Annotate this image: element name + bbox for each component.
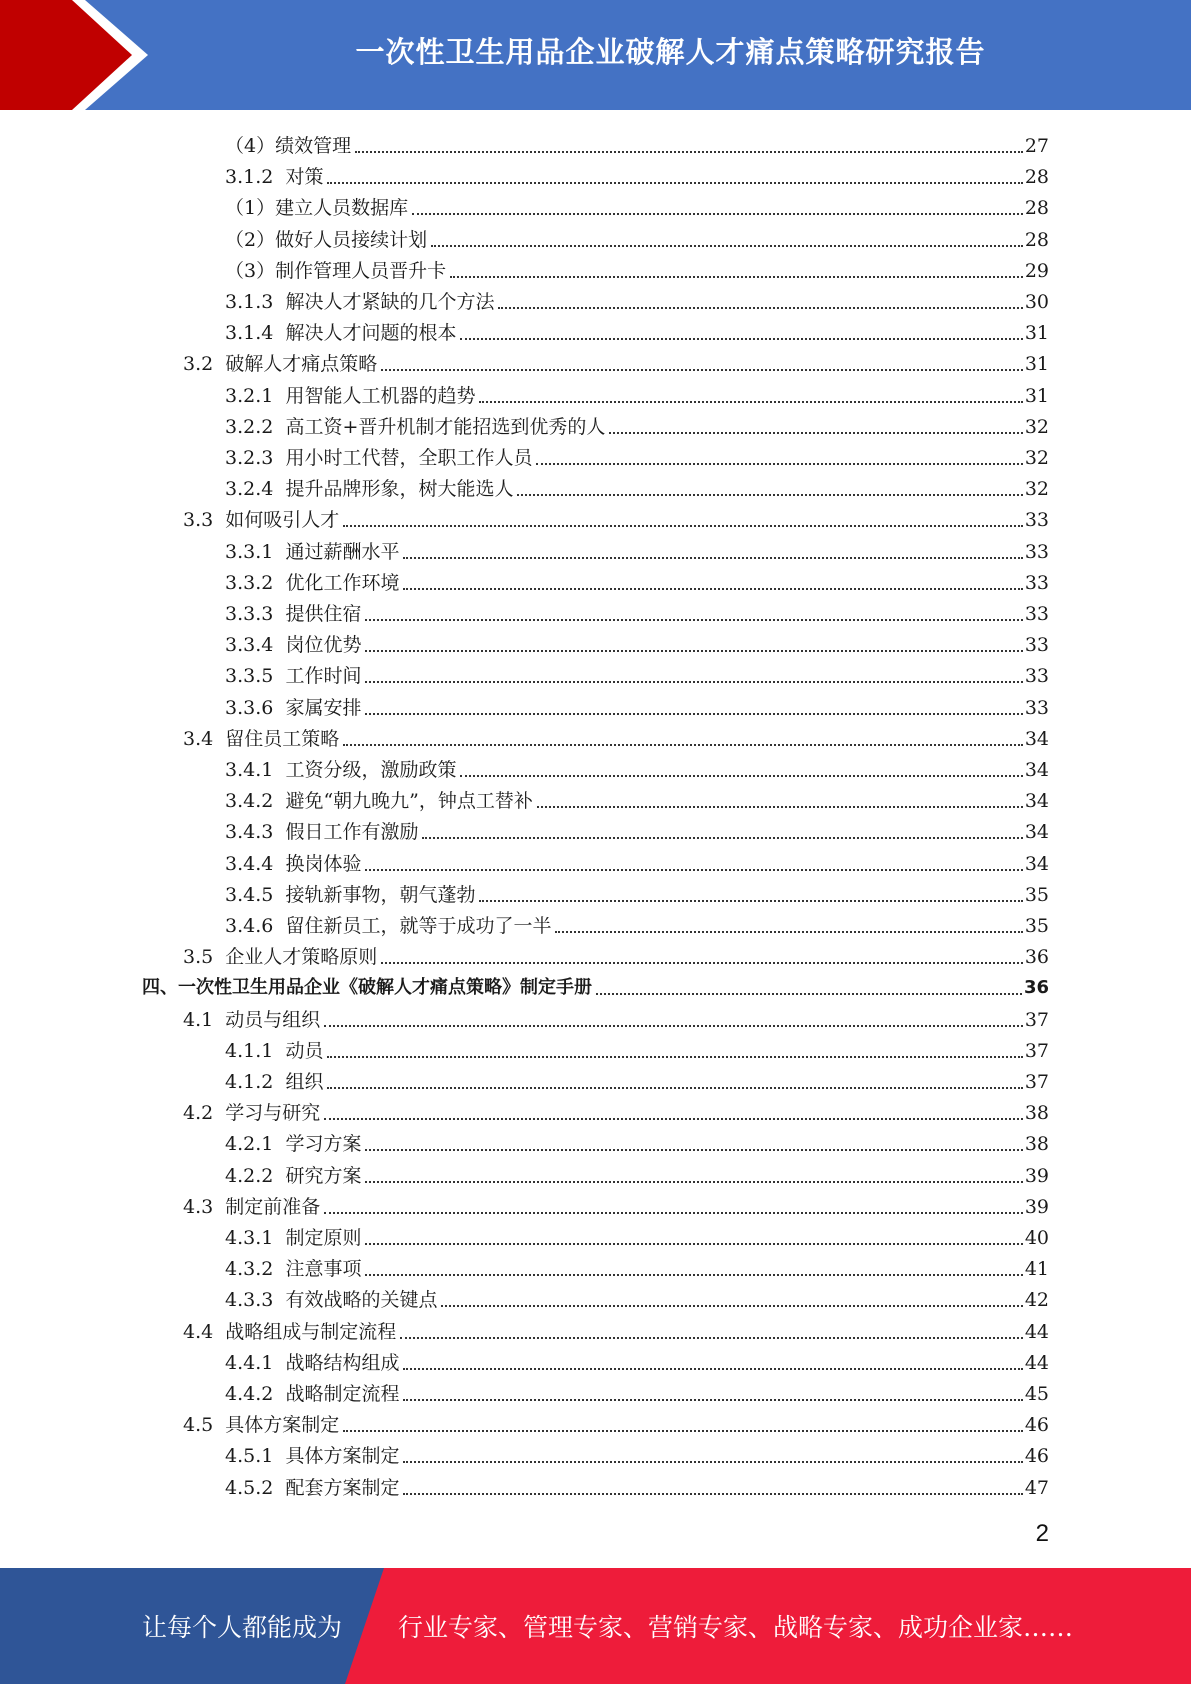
toc-entry-title: 战略组成与制定流程 [225, 1320, 397, 1343]
toc-entry-number: 3.2.4 [225, 478, 286, 501]
toc-entry[interactable] [225, 751, 1049, 782]
toc-dot-leader [431, 245, 1023, 247]
toc-entry-title: 对策 [285, 166, 324, 189]
toc-entry-number: 3.3.6 [225, 696, 286, 719]
toc-entry-title: 如何吸引人才 [225, 509, 340, 532]
toc-dot-leader [365, 1274, 1022, 1276]
toc-entry-number: 3.4.4 [225, 852, 286, 875]
toc-entry-number: 3.4 [183, 727, 226, 750]
toc-entry-title: 用智能人工机器的趋势 [285, 384, 476, 407]
toc-entry-title: 提升品牌形象，树大能选人 [285, 478, 514, 501]
toc-entry-page: 33 [1024, 696, 1049, 719]
toc-entry-page: 37 [1024, 1039, 1049, 1062]
toc-entry-title: 有效战略的关键点 [285, 1289, 438, 1312]
toc-entry-title: 战略制定流程 [285, 1383, 400, 1405]
toc-entry-title: 解决人才紧缺的几个方法 [285, 291, 495, 313]
toc-entry-number: 3.4.1 [225, 759, 286, 781]
toc-entry-number: 4.5 [183, 1414, 226, 1437]
toc-entry-page: 46 [1024, 1414, 1049, 1437]
toc-entry-page: 31 [1024, 384, 1049, 407]
toc-entry-title: 绩效管理 [275, 135, 352, 157]
toc-entry-title: 换岗体验 [285, 852, 362, 875]
toc-dot-leader [343, 525, 1023, 527]
toc-entry-title: 具体方案制定 [285, 1445, 400, 1468]
toc-dot-leader [536, 463, 1022, 465]
toc-entry[interactable] [225, 1032, 1049, 1063]
toc-entry[interactable] [225, 470, 1049, 501]
toc-entry-number: 4.3.2 [225, 1258, 286, 1281]
toc-entry-page: 44 [1024, 1351, 1049, 1374]
toc-dot-leader [517, 494, 1022, 496]
toc-dot-leader [365, 713, 1022, 715]
toc-entry-page: 33 [1024, 665, 1049, 688]
toc-entry-title: 家属安排 [285, 696, 362, 719]
toc-dot-leader [422, 837, 1022, 839]
toc-entry-number: 3.1.4 [225, 322, 286, 345]
toc-entry[interactable] [225, 689, 1049, 720]
toc-entry[interactable] [183, 720, 1049, 751]
toc-entry-page: 34 [1024, 790, 1049, 813]
toc-entry-number: 4.2 [183, 1102, 226, 1125]
toc-entry-title: 解决人才问题的根本 [285, 322, 457, 345]
toc-dot-leader [327, 182, 1022, 184]
toc-entry[interactable] [225, 1157, 1049, 1188]
toc-dot-leader [403, 1399, 1022, 1401]
toc-entry-page: 39 [1024, 1164, 1049, 1187]
toc-entry-title: 四、一次性卫生用品企业《破解人才痛点策略》制定手册 [142, 977, 592, 999]
toc-entry-title: 制作管理人员晋升卡 [275, 259, 447, 282]
toc-entry-page: 34 [1024, 821, 1049, 844]
footer-banner [0, 1568, 1191, 1684]
toc-entry-page: 34 [1024, 759, 1049, 781]
toc-entry[interactable] [183, 1313, 1049, 1344]
toc-dot-leader [537, 806, 1023, 808]
toc-dot-leader [412, 213, 1023, 215]
page-number: 2 [1035, 1520, 1049, 1547]
toc-entry[interactable] [225, 1063, 1049, 1094]
toc-dot-leader [365, 619, 1022, 621]
toc-entry-title: 企业人才策略原则 [225, 946, 378, 969]
toc-dot-leader [403, 557, 1022, 559]
toc-entry-page: 42 [1024, 1289, 1049, 1312]
toc-entry-number: 3.3.5 [225, 665, 286, 688]
footer-slogan-right: 行业专家、管理专家、营销专家、战略专家、成功企业家…… [398, 1613, 1074, 1642]
toc-dot-leader [555, 931, 1022, 933]
toc-entry-number: 3.4.6 [225, 915, 286, 937]
toc-entry-page: 35 [1024, 883, 1049, 906]
toc-dot-leader [400, 1337, 1023, 1339]
toc-entry[interactable] [225, 158, 1049, 189]
toc-entry[interactable] [225, 1469, 1049, 1500]
toc-entry-title: 组织 [285, 1071, 324, 1093]
toc-entry-number: （1） [225, 197, 276, 220]
toc-entry-page: 28 [1024, 166, 1049, 189]
toc-entry-number: 3.1.2 [225, 166, 286, 189]
toc-entry-number: （3） [225, 259, 276, 282]
header-banner [0, 0, 1191, 110]
toc-entry-title: 工作时间 [285, 665, 362, 688]
toc-entry-page: 36 [1024, 946, 1049, 969]
toc-entry[interactable] [225, 1375, 1049, 1406]
toc-entry-page: 33 [1024, 634, 1049, 657]
toc-dot-leader [365, 681, 1022, 683]
toc-entry[interactable] [225, 1281, 1049, 1312]
toc-entry-page: 31 [1024, 322, 1049, 345]
toc-entry-page: 46 [1024, 1445, 1049, 1468]
toc-dot-leader [479, 401, 1022, 403]
toc-entry[interactable] [225, 1125, 1049, 1156]
toc-entry[interactable] [183, 1188, 1049, 1219]
toc-entry-page: 47 [1024, 1476, 1049, 1499]
toc-dot-leader [609, 432, 1022, 434]
toc-entry-page: 38 [1024, 1133, 1049, 1156]
toc-entry-number: 4.4.2 [225, 1383, 286, 1405]
toc-entry-number: 4.5.1 [225, 1445, 286, 1468]
toc-entry-page: 40 [1024, 1227, 1049, 1249]
toc-entry-page: 28 [1024, 197, 1049, 220]
toc-entry[interactable] [225, 626, 1049, 657]
report-title: 一次性卫生用品企业破解人才痛点策略研究报告 [355, 34, 986, 69]
toc-entry-title: 建立人员数据库 [275, 197, 409, 220]
toc-entry-title: 高工资+晋升机制才能招选到优秀的人 [285, 415, 606, 438]
toc-dot-leader [596, 993, 1022, 995]
toc-entry-number: （2） [225, 228, 276, 251]
toc-entry-number: 3.3.1 [225, 540, 286, 563]
toc-entry-page: 34 [1024, 727, 1049, 750]
toc-entry-title: 战略结构组成 [285, 1351, 400, 1374]
toc-entry-title: 学习与研究 [225, 1102, 321, 1125]
toc-entry[interactable] [183, 345, 1049, 376]
toc-dot-leader [327, 1056, 1022, 1058]
toc-entry-number: 3.3.2 [225, 571, 286, 594]
toc-entry[interactable] [225, 314, 1049, 345]
toc-entry-page: 44 [1024, 1320, 1049, 1343]
toc-entry-page: 32 [1024, 478, 1049, 501]
toc-entry-number: 3.2.3 [225, 447, 286, 469]
toc-entry-title: 学习方案 [285, 1133, 362, 1156]
toc-entry[interactable] [225, 1219, 1049, 1250]
toc-entry-page: 34 [1024, 852, 1049, 875]
toc-entry-title: 假日工作有激励 [285, 821, 419, 844]
toc-entry[interactable] [225, 533, 1049, 564]
toc-entry-number: 3.5 [183, 946, 226, 969]
toc-entry[interactable] [225, 657, 1049, 688]
toc-entry[interactable] [225, 127, 1049, 158]
toc-entry-number: 3.3.3 [225, 603, 286, 625]
toc-entry-page: 27 [1024, 135, 1049, 157]
toc-dot-leader [403, 1368, 1022, 1370]
toc-entry-number: 4.4 [183, 1320, 226, 1343]
toc-dot-leader [365, 1149, 1022, 1151]
toc-entry-page: 31 [1024, 353, 1049, 376]
toc-entry-title: 提供住宿 [285, 603, 362, 625]
toc-entry-page: 45 [1024, 1383, 1049, 1405]
toc-entry-number: 4.2.2 [225, 1164, 286, 1187]
toc-entry-page: 29 [1024, 259, 1049, 282]
toc-entry-title: 用小时工代替，全职工作人员 [285, 447, 533, 469]
toc-entry-page: 30 [1024, 291, 1049, 313]
toc-entry[interactable] [225, 283, 1049, 314]
toc-entry-number: 4.3.3 [225, 1289, 286, 1312]
toc-entry[interactable] [225, 907, 1049, 938]
toc-entry[interactable] [225, 1250, 1049, 1281]
toc-dot-leader [498, 307, 1022, 309]
toc-dot-leader [403, 588, 1022, 590]
toc-dot-leader [327, 1087, 1022, 1089]
toc-dot-leader [460, 338, 1022, 340]
toc-dot-leader [324, 1212, 1023, 1214]
toc-entry[interactable] [225, 564, 1049, 595]
toc-entry-page: 33 [1024, 540, 1049, 563]
toc-entry-title: 动员 [285, 1039, 324, 1062]
toc-entry[interactable] [225, 1437, 1049, 1468]
toc-entry-number: 4.3.1 [225, 1227, 286, 1249]
toc-dot-leader [365, 1243, 1022, 1245]
toc-entry-page: 33 [1024, 571, 1049, 594]
toc-dot-leader [460, 775, 1022, 777]
toc-entry-title: 研究方案 [285, 1164, 362, 1187]
toc-entry[interactable] [225, 782, 1049, 813]
toc-entry[interactable] [142, 969, 1049, 1000]
footer-slogan-left: 让每个人都能成为 [142, 1613, 343, 1642]
toc-entry[interactable] [225, 1344, 1049, 1375]
toc-dot-leader [324, 1025, 1023, 1027]
toc-entry-title: 具体方案制定 [225, 1414, 340, 1437]
toc-entry-title: 工资分级，激励政策 [285, 759, 457, 781]
toc-entry-number: 4.3 [183, 1195, 226, 1218]
toc-entry-number: 3.2.2 [225, 415, 286, 438]
toc-entry-page: 35 [1024, 915, 1049, 937]
toc-entry-number: 3.3.4 [225, 634, 286, 657]
toc-entry[interactable] [183, 1001, 1049, 1032]
toc-dot-leader [403, 1461, 1022, 1463]
toc-entry-number: 4.2.1 [225, 1133, 286, 1156]
toc-entry-title: 岗位优势 [285, 634, 362, 657]
toc-entry[interactable] [225, 845, 1049, 876]
toc-entry-title: 接轨新事物，朝气蓬勃 [285, 883, 476, 906]
toc-entry-page: 37 [1024, 1071, 1049, 1093]
toc-entry-number: 3.4.2 [225, 790, 286, 813]
toc-dot-leader [365, 650, 1022, 652]
toc-entry-page: 39 [1024, 1195, 1049, 1218]
toc-entry-page: 38 [1024, 1102, 1049, 1125]
toc-entry[interactable] [225, 189, 1049, 220]
toc-entry-title: 做好人员接续计划 [275, 228, 428, 251]
toc-entry-title: 配套方案制定 [285, 1476, 400, 1499]
toc-entry-title: 注意事项 [285, 1258, 362, 1281]
toc-entry-page: 33 [1024, 509, 1049, 532]
toc-dot-leader [365, 1181, 1022, 1183]
toc-entry-page: 32 [1024, 447, 1049, 469]
toc-entry-page: 36 [1023, 977, 1049, 999]
toc-entry-page: 41 [1024, 1258, 1049, 1281]
toc-dot-leader [381, 962, 1023, 964]
toc-entry-number: 3.4.3 [225, 821, 286, 844]
toc-entry-number: 3.1.3 [225, 291, 286, 313]
toc-dot-leader [343, 744, 1023, 746]
toc-dot-leader [355, 151, 1023, 153]
toc-entry[interactable] [225, 252, 1049, 283]
toc-entry-title: 避免“朝九晚九”，钟点工替补 [285, 790, 533, 813]
toc-entry-number: 4.5.2 [225, 1476, 286, 1499]
toc-entry-number: 4.1 [183, 1008, 226, 1031]
toc-dot-leader [365, 869, 1022, 871]
toc-entry-page: 33 [1024, 603, 1049, 625]
toc-entry-title: 制定前准备 [225, 1195, 321, 1218]
toc-dot-leader [343, 1430, 1023, 1432]
toc-entry[interactable] [183, 501, 1049, 532]
toc-entry-title: 留住新员工，就等于成功了一半 [285, 915, 552, 937]
toc-entry-number: 3.4.5 [225, 883, 286, 906]
toc-entry-number: 3.3 [183, 509, 226, 532]
toc-entry-title: 制定原则 [285, 1227, 362, 1249]
toc-entry[interactable] [225, 439, 1049, 470]
toc-entry-page: 28 [1024, 228, 1049, 251]
toc-entry-number: 4.1.1 [225, 1039, 286, 1062]
toc-entry[interactable] [225, 221, 1049, 252]
toc-entry-title: 破解人才痛点策略 [225, 353, 378, 376]
toc-entry[interactable] [225, 595, 1049, 626]
toc-entry[interactable] [225, 876, 1049, 907]
toc-dot-leader [381, 369, 1023, 371]
toc-entry-title: 留住员工策略 [225, 727, 340, 750]
toc-entry-title: 通过薪酬水平 [285, 540, 400, 563]
toc-entry-title: 优化工作环境 [285, 571, 400, 594]
toc-entry[interactable] [225, 377, 1049, 408]
toc-entry-page: 32 [1024, 415, 1049, 438]
toc-dot-leader [403, 1493, 1022, 1495]
toc-entry-number: 4.4.1 [225, 1351, 286, 1374]
toc-dot-leader [479, 900, 1022, 902]
toc-dot-leader [450, 276, 1023, 278]
toc-entry[interactable] [183, 938, 1049, 969]
toc-entry-title: 动员与组织 [225, 1008, 321, 1031]
toc-entry-page: 37 [1024, 1008, 1049, 1031]
toc-entry[interactable] [225, 813, 1049, 844]
toc-entry-number: 4.1.2 [225, 1071, 286, 1093]
toc-entry-number: 3.2.1 [225, 384, 286, 407]
toc-dot-leader [441, 1305, 1022, 1307]
toc-entry-number: （4） [225, 135, 276, 157]
toc-entry-number: 3.2 [183, 353, 226, 376]
toc-dot-leader [324, 1118, 1023, 1120]
toc-entry[interactable] [225, 408, 1049, 439]
toc-entry[interactable] [183, 1094, 1049, 1125]
toc-entry[interactable] [183, 1406, 1049, 1437]
